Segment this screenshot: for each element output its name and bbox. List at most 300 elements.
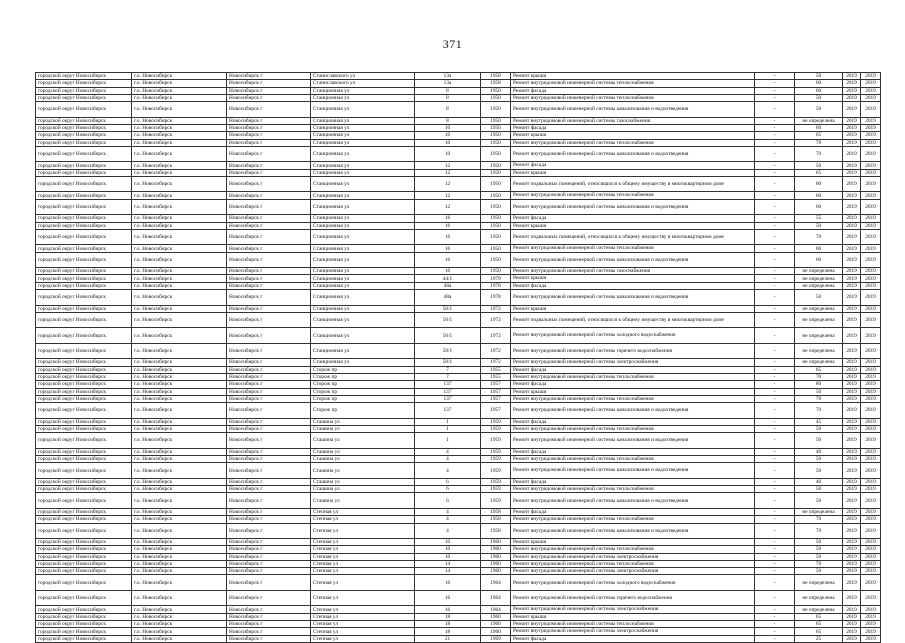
settlement-cell: г.о. Новосибирск <box>132 73 227 80</box>
street-cell: Станционная ул <box>311 215 415 222</box>
year-cell: 1957 <box>481 395 511 402</box>
year-cell: 1950 <box>481 229 511 245</box>
table-row <box>36 590 881 606</box>
year-cell: 1950 <box>481 87 511 94</box>
table-row <box>36 80 881 87</box>
work-type-cell: Ремонт внутридомовой инженерной системы электроснабжения <box>511 568 755 575</box>
municipality-cell: городской округ Новосибирск <box>36 388 132 395</box>
cost-cell: 60 <box>795 87 843 94</box>
year-cell: 1979 <box>481 275 511 282</box>
settlement-cell: г.о. Новосибирск <box>132 176 227 192</box>
plan-start-cell: 2019 <box>843 117 861 124</box>
cost-cell: 70 <box>795 229 843 245</box>
year-cell: 1964 <box>481 606 511 613</box>
municipality-cell: городской округ Новосибирск <box>36 132 132 139</box>
street-cell: Станционная ул <box>311 162 415 169</box>
street-cell: Сташина ул <box>311 493 415 509</box>
city-cell: Новосибирск г <box>227 553 311 560</box>
settlement-cell: г.о. Новосибирск <box>132 403 227 419</box>
settlement-cell: г.о. Новосибирск <box>132 516 227 523</box>
dash-cell: - <box>755 312 795 328</box>
cost-cell: не определена <box>795 282 843 289</box>
city-cell: Новосибирск г <box>227 245 311 252</box>
street-cell: Степная ул <box>311 546 415 553</box>
plan-end-cell: 2019 <box>861 176 881 192</box>
plan-end-cell: 2019 <box>861 268 881 275</box>
dash-cell: - <box>755 229 795 245</box>
year-cell: 1959 <box>481 463 511 479</box>
city-cell: Новосибирск г <box>227 486 311 493</box>
cost-cell: 80 <box>795 381 843 388</box>
table-row <box>36 229 881 245</box>
year-cell: 1969 <box>481 635 511 642</box>
plan-end-cell: 2019 <box>861 613 881 620</box>
work-type-cell: Ремонт фасада <box>511 635 755 642</box>
work-type-cell: Ремонт внутридомовой инженерной системы теплоснабжения <box>511 425 755 432</box>
street-cell: Сторож пр <box>311 381 415 388</box>
plan-start-cell: 2019 <box>843 80 861 87</box>
street-cell: Сташина ул <box>311 448 415 455</box>
plan-start-cell: 2019 <box>843 560 861 567</box>
house-cell: 4 <box>415 508 481 515</box>
settlement-cell: г.о. Новосибирск <box>132 381 227 388</box>
work-type-cell: Ремонт крыши <box>511 539 755 546</box>
city-cell: Новосибирск г <box>227 546 311 553</box>
house-cell: 8 <box>415 94 481 101</box>
settlement-cell: г.о. Новосибирск <box>132 486 227 493</box>
municipality-cell: городской округ Новосибирск <box>36 176 132 192</box>
work-type-cell: Ремонт внутридомовой инженерной системы теплоснабжения <box>511 546 755 553</box>
plan-start-cell: 2019 <box>843 613 861 620</box>
year-cell: 1950 <box>481 94 511 101</box>
settlement-cell: г.о. Новосибирск <box>132 628 227 635</box>
plan-start-cell: 2019 <box>843 621 861 628</box>
municipality-cell: городской округ Новосибирск <box>36 245 132 252</box>
plan-end-cell: 2019 <box>861 539 881 546</box>
plan-start-cell: 2019 <box>843 523 861 539</box>
house-cell: 18 <box>415 621 481 628</box>
plan-end-cell: 2019 <box>861 343 881 359</box>
work-type-cell: Ремонт подвальных помещений, относящихся к общему имуществу в многоквартирном доме <box>511 176 755 192</box>
settlement-cell: г.о. Новосибирск <box>132 425 227 432</box>
cost-cell: не определена <box>795 117 843 124</box>
table-row <box>36 139 881 146</box>
municipality-cell: городской округ Новосибирск <box>36 169 132 176</box>
work-type-cell: Ремонт внутридомовой инженерной системы теплоснабжения <box>511 245 755 252</box>
street-cell: Степная ул <box>311 523 415 539</box>
year-cell: 1950 <box>481 199 511 215</box>
settlement-cell: г.о. Новосибирск <box>132 139 227 146</box>
table-row <box>36 102 881 118</box>
year-cell: 1957 <box>481 403 511 419</box>
house-cell: 48а <box>415 290 481 306</box>
cost-cell: 70 <box>795 146 843 162</box>
plan-end-cell: 2019 <box>861 132 881 139</box>
dash-cell: - <box>755 463 795 479</box>
plan-end-cell: 2019 <box>861 546 881 553</box>
city-cell: Новосибирск г <box>227 606 311 613</box>
year-cell: 1950 <box>481 124 511 131</box>
settlement-cell: г.о. Новосибирск <box>132 328 227 344</box>
plan-end-cell: 2019 <box>861 448 881 455</box>
street-cell: Степная ул <box>311 590 415 606</box>
dash-cell: - <box>755 268 795 275</box>
plan-end-cell: 2019 <box>861 359 881 366</box>
year-cell: 1964 <box>481 575 511 591</box>
table-row <box>36 117 881 124</box>
settlement-cell: г.о. Новосибирск <box>132 146 227 162</box>
work-type-cell: Ремонт крыши <box>511 388 755 395</box>
street-cell: Сташина ул <box>311 456 415 463</box>
municipality-cell: городской округ Новосибирск <box>36 568 132 575</box>
plan-start-cell: 2019 <box>843 290 861 306</box>
plan-start-cell: 2019 <box>843 305 861 312</box>
plan-start-cell: 2019 <box>843 132 861 139</box>
table-row <box>36 516 881 523</box>
dash-cell: - <box>755 162 795 169</box>
plan-start-cell: 2019 <box>843 628 861 635</box>
cost-cell: 50 <box>795 388 843 395</box>
cost-cell: 60 <box>795 80 843 87</box>
city-cell: Новосибирск г <box>227 192 311 199</box>
plan-end-cell: 2019 <box>861 463 881 479</box>
street-cell: Станционная ул <box>311 275 415 282</box>
city-cell: Новосибирск г <box>227 275 311 282</box>
cost-cell: 50 <box>795 539 843 546</box>
plan-end-cell: 2019 <box>861 192 881 199</box>
settlement-cell: г.о. Новосибирск <box>132 553 227 560</box>
street-cell: Степная ул <box>311 508 415 515</box>
settlement-cell: г.о. Новосибирск <box>132 87 227 94</box>
city-cell: Новосибирск г <box>227 312 311 328</box>
plan-end-cell: 2019 <box>861 73 881 80</box>
settlement-cell: г.о. Новосибирск <box>132 229 227 245</box>
year-cell: 1972 <box>481 305 511 312</box>
house-cell: 137 <box>415 381 481 388</box>
dash-cell: - <box>755 575 795 591</box>
work-type-cell: Ремонт крыши <box>511 305 755 312</box>
house-cell: 6 <box>415 478 481 485</box>
street-cell: Станционная ул <box>311 305 415 312</box>
cost-cell: 70 <box>795 373 843 380</box>
municipality-cell: городской округ Новосибирск <box>36 606 132 613</box>
settlement-cell: г.о. Новосибирск <box>132 169 227 176</box>
year-cell: 1955 <box>481 373 511 380</box>
plan-start-cell: 2019 <box>843 539 861 546</box>
city-cell: Новосибирск г <box>227 117 311 124</box>
table-row <box>36 275 881 282</box>
work-type-cell: Ремонт внутридомовой инженерной системы канализования и водоотведения <box>511 463 755 479</box>
settlement-cell: г.о. Новосибирск <box>132 590 227 606</box>
dash-cell: - <box>755 366 795 373</box>
work-type-cell: Ремонт внутридомовой инженерной системы канализования и водоотведения <box>511 199 755 215</box>
street-cell: Степная ул <box>311 568 415 575</box>
plan-end-cell: 2019 <box>861 80 881 87</box>
dash-cell: - <box>755 568 795 575</box>
dash-cell: - <box>755 560 795 567</box>
street-cell: Сташина ул <box>311 425 415 432</box>
cost-cell: не определена <box>795 268 843 275</box>
city-cell: Новосибирск г <box>227 229 311 245</box>
street-cell: Станционная ул <box>311 268 415 275</box>
street-cell: Степная ул <box>311 560 415 567</box>
year-cell: 1960 <box>481 628 511 635</box>
dash-cell: - <box>755 486 795 493</box>
settlement-cell: г.о. Новосибирск <box>132 312 227 328</box>
plan-end-cell: 2019 <box>861 199 881 215</box>
plan-end-cell: 2019 <box>861 87 881 94</box>
plan-start-cell: 2019 <box>843 448 861 455</box>
year-cell: 1960 <box>481 568 511 575</box>
cost-cell: 50 <box>795 222 843 229</box>
dash-cell: - <box>755 359 795 366</box>
street-cell: Степная ул <box>311 553 415 560</box>
dash-cell: - <box>755 252 795 268</box>
house-cell: 16 <box>415 575 481 591</box>
plan-end-cell: 2019 <box>861 366 881 373</box>
city-cell: Новосибирск г <box>227 628 311 635</box>
plan-start-cell: 2019 <box>843 493 861 509</box>
city-cell: Новосибирск г <box>227 456 311 463</box>
city-cell: Новосибирск г <box>227 381 311 388</box>
municipality-cell: городской округ Новосибирск <box>36 146 132 162</box>
cost-cell: 40 <box>795 448 843 455</box>
cost-cell: 70 <box>795 516 843 523</box>
cost-cell: 40 <box>795 478 843 485</box>
municipality-cell: городской округ Новосибирск <box>36 433 132 449</box>
house-cell: 16 <box>415 590 481 606</box>
house-cell: 12 <box>415 162 481 169</box>
dash-cell: - <box>755 621 795 628</box>
street-cell: Сторож пр <box>311 395 415 402</box>
street-cell: Станционная ул <box>311 312 415 328</box>
work-type-cell: Ремонт фасада <box>511 418 755 425</box>
year-cell: 1958 <box>481 523 511 539</box>
plan-start-cell: 2019 <box>843 366 861 373</box>
cost-cell: не определена <box>795 590 843 606</box>
city-cell: Новосибирск г <box>227 539 311 546</box>
cost-cell: 50 <box>795 493 843 509</box>
work-type-cell: Ремонт фасада <box>511 282 755 289</box>
house-cell: 13а <box>415 80 481 87</box>
table-row <box>36 146 881 162</box>
plan-end-cell: 2019 <box>861 222 881 229</box>
cost-cell: 50 <box>795 290 843 306</box>
city-cell: Новосибирск г <box>227 463 311 479</box>
year-cell: 1959 <box>481 425 511 432</box>
municipality-cell: городской округ Новосибирск <box>36 539 132 546</box>
cost-cell: не определена <box>795 359 843 366</box>
cost-cell: 65 <box>795 366 843 373</box>
city-cell: Новосибирск г <box>227 268 311 275</box>
table-row <box>36 418 881 425</box>
dash-cell: - <box>755 73 795 80</box>
settlement-cell: г.о. Новосибирск <box>132 433 227 449</box>
cost-cell: 65 <box>795 132 843 139</box>
dash-cell: - <box>755 94 795 101</box>
year-cell: 1950 <box>481 215 511 222</box>
dash-cell: - <box>755 381 795 388</box>
table-row <box>36 433 881 449</box>
dash-cell: - <box>755 418 795 425</box>
street-cell: Станционная ул <box>311 245 415 252</box>
dash-cell: - <box>755 403 795 419</box>
table-row <box>36 539 881 546</box>
plan-end-cell: 2019 <box>861 456 881 463</box>
plan-start-cell: 2019 <box>843 433 861 449</box>
plan-start-cell: 2019 <box>843 312 861 328</box>
table-row <box>36 215 881 222</box>
city-cell: Новосибирск г <box>227 373 311 380</box>
city-cell: Новосибирск г <box>227 139 311 146</box>
year-cell: 1950 <box>481 132 511 139</box>
cost-cell: 60 <box>795 124 843 131</box>
year-cell: 1978 <box>481 290 511 306</box>
municipality-cell: городской округ Новосибирск <box>36 425 132 432</box>
table-row <box>36 124 881 131</box>
plan-start-cell: 2019 <box>843 575 861 591</box>
dash-cell: - <box>755 448 795 455</box>
municipality-cell: городской округ Новосибирск <box>36 305 132 312</box>
settlement-cell: г.о. Новосибирск <box>132 124 227 131</box>
dash-cell: - <box>755 275 795 282</box>
year-cell: 1959 <box>481 486 511 493</box>
plan-end-cell: 2019 <box>861 139 881 146</box>
house-cell: 16 <box>415 606 481 613</box>
dash-cell: - <box>755 456 795 463</box>
settlement-cell: г.о. Новосибирск <box>132 456 227 463</box>
cost-cell: 70 <box>795 139 843 146</box>
city-cell: Новосибирск г <box>227 305 311 312</box>
plan-start-cell: 2019 <box>843 87 861 94</box>
house-cell: 21 <box>415 635 481 642</box>
work-type-cell: Ремонт крыши <box>511 275 755 282</box>
table-row <box>36 282 881 289</box>
cost-cell: 50 <box>795 433 843 449</box>
house-cell: 16 <box>415 215 481 222</box>
cost-cell: 50 <box>795 94 843 101</box>
dash-cell: - <box>755 117 795 124</box>
year-cell: 1957 <box>481 388 511 395</box>
cost-cell: 45 <box>795 418 843 425</box>
plan-end-cell: 2019 <box>861 635 881 642</box>
plan-end-cell: 2019 <box>861 117 881 124</box>
dash-cell: - <box>755 245 795 252</box>
house-cell: 44/1 <box>415 275 481 282</box>
settlement-cell: г.о. Новосибирск <box>132 546 227 553</box>
street-cell: Станционная ул <box>311 132 415 139</box>
street-cell: Степная ул <box>311 575 415 591</box>
table-row <box>36 268 881 275</box>
plan-end-cell: 2019 <box>861 275 881 282</box>
dash-cell: - <box>755 102 795 118</box>
house-cell: 1 <box>415 418 481 425</box>
house-cell: 16 <box>415 252 481 268</box>
settlement-cell: г.о. Новосибирск <box>132 80 227 87</box>
work-type-cell: Ремонт внутридомовой инженерной системы теплоснабжения <box>511 94 755 101</box>
cost-cell: не определена <box>795 508 843 515</box>
table-row <box>36 621 881 628</box>
year-cell: 1950 <box>481 268 511 275</box>
house-cell: 10 <box>415 146 481 162</box>
table-row <box>36 606 881 613</box>
city-cell: Новосибирск г <box>227 252 311 268</box>
house-cell: 18 <box>415 628 481 635</box>
plan-start-cell: 2019 <box>843 590 861 606</box>
street-cell: Станиславского ул <box>311 80 415 87</box>
plan-end-cell: 2019 <box>861 478 881 485</box>
settlement-cell: г.о. Новосибирск <box>132 305 227 312</box>
municipality-cell: городской округ Новосибирск <box>36 275 132 282</box>
city-cell: Новосибирск г <box>227 395 311 402</box>
street-cell: Станционная ул <box>311 146 415 162</box>
plan-start-cell: 2019 <box>843 252 861 268</box>
municipality-cell: городской округ Новосибирск <box>36 124 132 131</box>
cost-cell: 65 <box>795 613 843 620</box>
year-cell: 1972 <box>481 328 511 344</box>
settlement-cell: г.о. Новосибирск <box>132 395 227 402</box>
work-type-cell: Ремонт внутридомовой инженерной системы газоснабжения <box>511 117 755 124</box>
dash-cell: - <box>755 539 795 546</box>
table-row <box>36 508 881 515</box>
street-cell: Сташина ул <box>311 486 415 493</box>
year-cell: 1957 <box>481 381 511 388</box>
house-cell: 18 <box>415 613 481 620</box>
house-cell: 1 <box>415 433 481 449</box>
municipality-cell: городской округ Новосибирск <box>36 94 132 101</box>
city-cell: Новосибирск г <box>227 94 311 101</box>
table-row <box>36 373 881 380</box>
cost-cell: 60 <box>795 199 843 215</box>
plan-end-cell: 2019 <box>861 169 881 176</box>
cost-cell: 70 <box>795 403 843 419</box>
municipality-cell: городской округ Новосибирск <box>36 162 132 169</box>
dash-cell: - <box>755 87 795 94</box>
settlement-cell: г.о. Новосибирск <box>132 575 227 591</box>
municipality-cell: городской округ Новосибирск <box>36 343 132 359</box>
year-cell: 1959 <box>481 418 511 425</box>
dash-cell: - <box>755 169 795 176</box>
work-type-cell: Ремонт внутридомовой инженерной системы холодного водоснабжения <box>511 328 755 344</box>
house-cell: 8 <box>415 102 481 118</box>
plan-end-cell: 2019 <box>861 162 881 169</box>
city-cell: Новосибирск г <box>227 222 311 229</box>
table-row <box>36 463 881 479</box>
house-cell: 1 <box>415 425 481 432</box>
plan-start-cell: 2019 <box>843 516 861 523</box>
settlement-cell: г.о. Новосибирск <box>132 290 227 306</box>
work-type-cell: Ремонт внутридомовой инженерной системы канализования и водоотведения <box>511 146 755 162</box>
municipality-cell: городской округ Новосибирск <box>36 139 132 146</box>
work-type-cell: Ремонт подвальных помещений, относящихся к общему имуществу в многоквартирном доме <box>511 312 755 328</box>
dash-cell: - <box>755 80 795 87</box>
plan-end-cell: 2019 <box>861 282 881 289</box>
table-row <box>36 381 881 388</box>
plan-start-cell: 2019 <box>843 568 861 575</box>
table-row <box>36 366 881 373</box>
work-type-cell: Ремонт внутридомовой инженерной системы горячего водоснабжения <box>511 590 755 606</box>
work-type-cell: Ремонт внутридомовой инженерной системы теплоснабжения <box>511 80 755 87</box>
work-type-cell: Ремонт внутридомовой инженерной системы теплоснабжения <box>511 139 755 146</box>
city-cell: Новосибирск г <box>227 621 311 628</box>
table-row <box>36 560 881 567</box>
table-row <box>36 222 881 229</box>
settlement-cell: г.о. Новосибирск <box>132 373 227 380</box>
cost-cell: 60 <box>795 245 843 252</box>
plan-end-cell: 2019 <box>861 252 881 268</box>
settlement-cell: г.о. Новосибирск <box>132 523 227 539</box>
year-cell: 1950 <box>481 117 511 124</box>
